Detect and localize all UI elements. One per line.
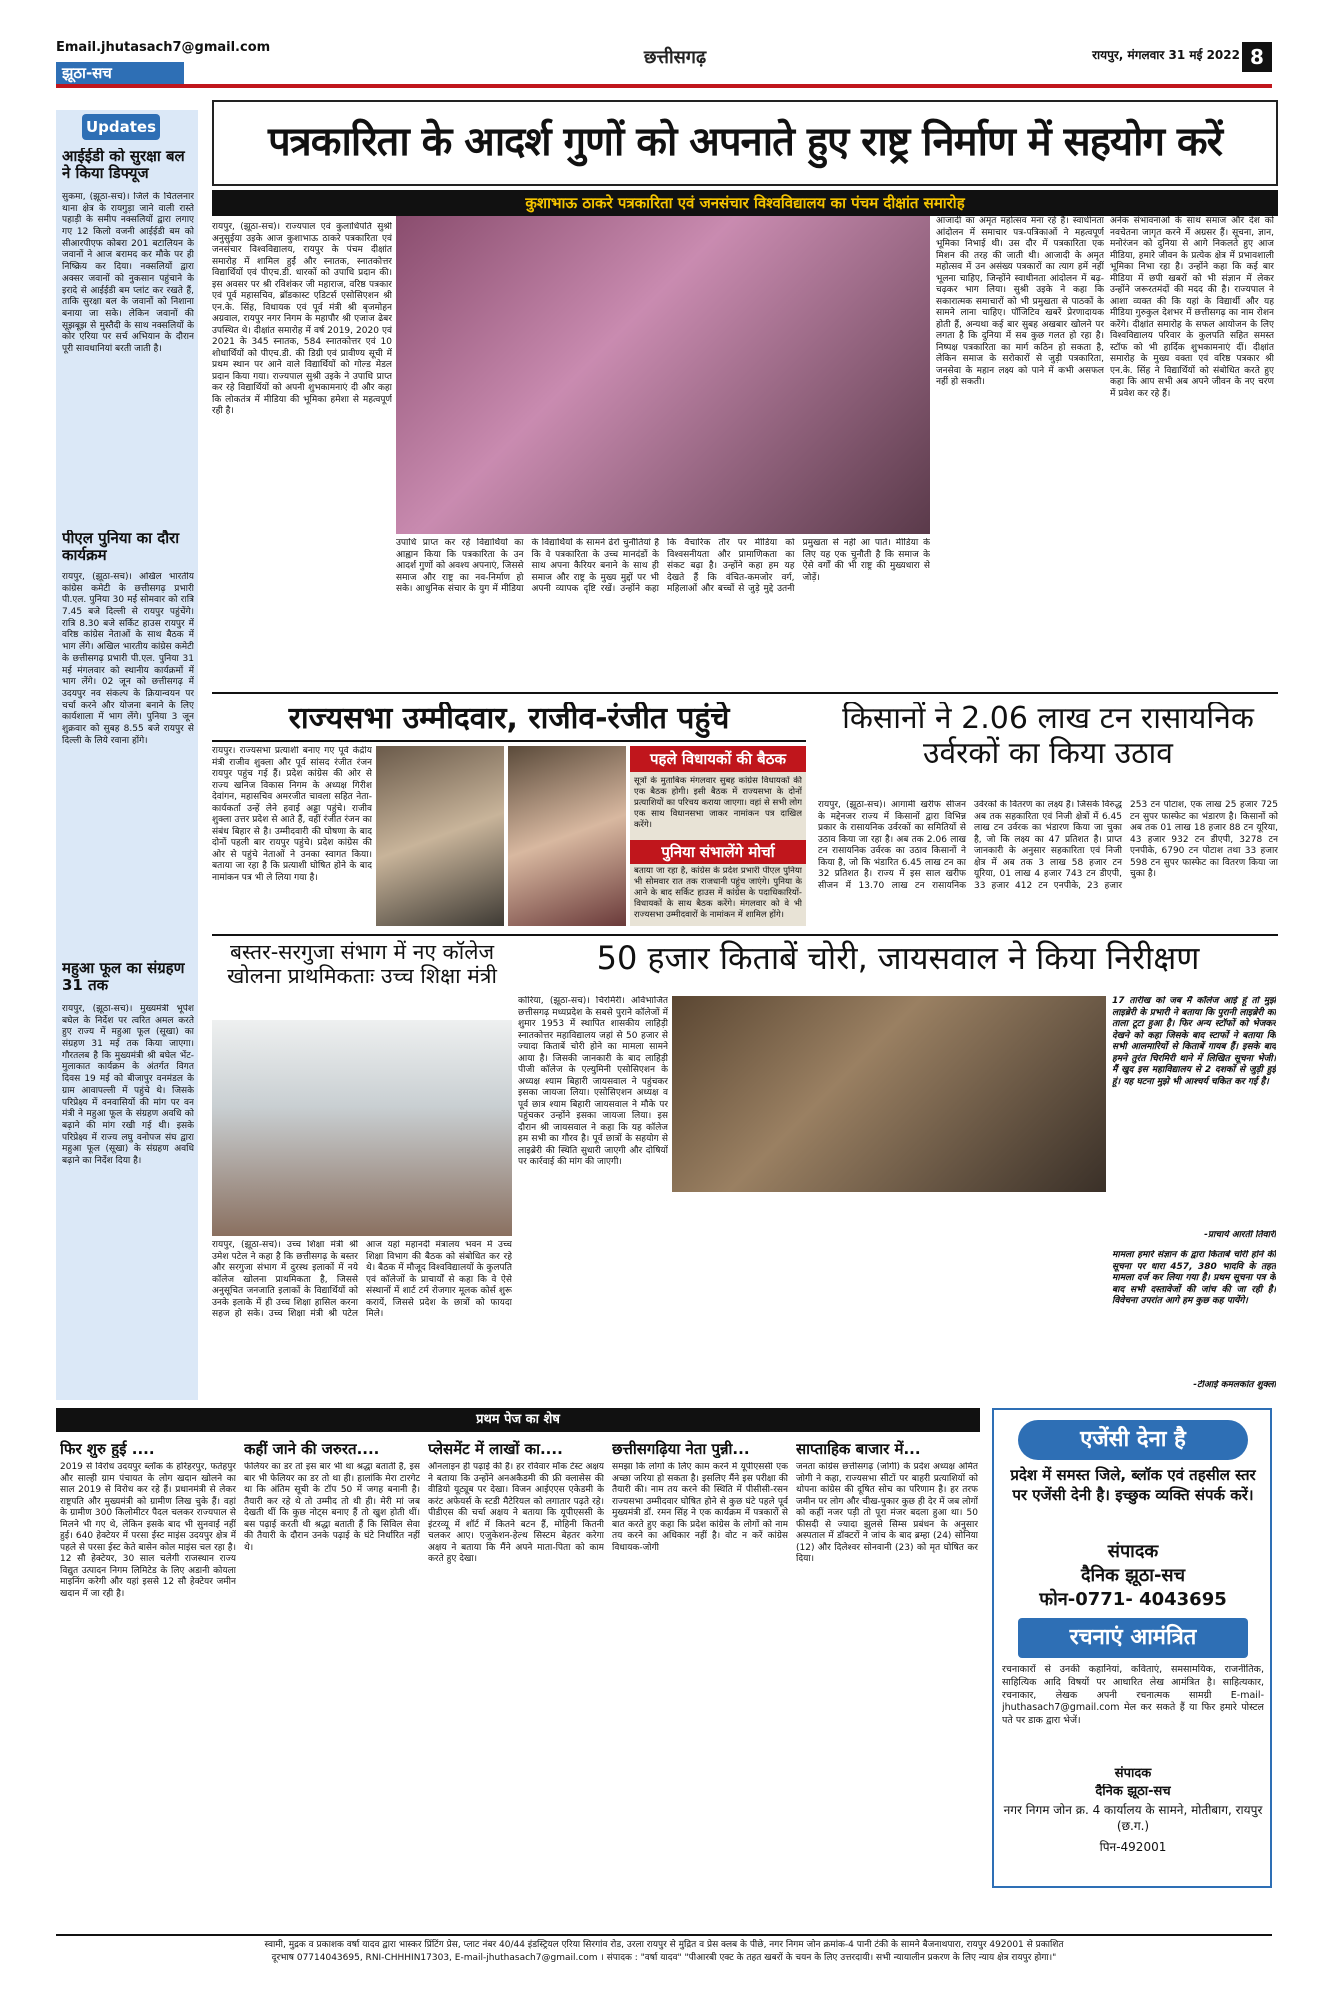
- issue-date: रायपुर, मंगलवार 31 मई 2022: [1092, 48, 1240, 62]
- continued-headline: छत्तीसगढ़िया नेता पुन्नी...: [612, 1440, 750, 1458]
- rajyasabha-story: रायपुर। राज्यसभा प्रत्याशी बनाए गए पूर्व केंद्रीय मंत्री राजीव शुक्ला और पूर्व सांसद रंजीत रंजन रायपुर पहुंच गई हैं। प्रदेश कांग्रेस की ओर से राज्य खनिज विकास निगम के अध्यक्ष गिरीश देवांगन, महासचिव अमरजीत चावला सहित नेता-कार्यकर्ता उन्हें लेने हवाई अड्डा पहुंचे। राजीव शुक्ला उत्तर प्रदेश से आते हैं, वहीं रंजीत रंजन का संबंध बिहार से है। उम्मीदवारी की घोषणा के बाद दोनों पहली बार रायपुर पहुंचे। प्रदेश कांग्रेस की ओर से पहुंचे नेताओं ने उनका स्वागत किया। बताया जा रहा है कि प्रत्याशी घोषित होने के बाद नामांकन पत्र भी ले लिया गया है।: [212, 746, 372, 883]
- quote-attribution: -टीआई कमलकांत शुक्ला: [1193, 1380, 1276, 1390]
- lead-column: आजादी का अमृत महोत्सव मना रहे हैं। स्वाधीनता आंदोलन में समाचार पत्र-पत्रिकाओं ने महत्वपूर्ण भूमिका निभाई थी। उस दौर में पत्रकारिता एक मिशन की तरह की जाती थी। आजादी के अमृत महोत्सव में उन असंख्य पत्रकारों का त्याग हमें नहीं भूलना चाहिए, जिन्होंने स्वाधीनता आंदोलन में बढ़-चढ़कर भाग लिया। सुश्री उइके ने कहा कि सकारात्मक समाचारों को भी प्रमुखता से पाठकों के सामने लाना चाहिए। पॉजिटिव खबरें प्रेरणादायक होती हैं, अन्यथा कई बार सुबह अखबार खोलने पर लगता है कि दुनिया में सब कुछ गलत हो रहा है। निष्पक्ष पत्रकारिता का मार्ग कठिन हो सकता है, लेकिन समाज के सरोकारों से जुड़ी पत्रकारिता, जनसेवा के महान लक्ष्य को पाने में कभी असफल नहीं हो सकती।: [936, 216, 1104, 388]
- header-email: Email.jhutasach7@gmail.com: [56, 40, 271, 55]
- section-title: छत्तीसगढ़: [643, 47, 707, 68]
- kisan-headline: किसानों ने 2.06 लाख टन रासायनिक उर्वरकों का किया उठाव: [842, 702, 1254, 771]
- imprint-footer: [56, 1934, 1272, 1974]
- quote-attribution: -प्राचार्य आरती तिवारी: [1204, 1230, 1276, 1240]
- section-rule: [212, 934, 1278, 936]
- principal-quote: 17 तारीख को जब मैं कॉलेज आई हूं तो मुझे लाइब्रेरी के प्रभारी ने बताया कि पुरानी लाइब्रेरी का ताला टूटा हुआ है। फिर अन्य स्टॉफों को भेजकर देखने को कहा जिसके बाद स्टाफों ने बताया कि सभी आलमारियों से किताबें गायब हैं। इसके बाद हमने तुरंत चिरमिरी थाने में लिखित सूचना भेजी। मैं खुद इस महाविद्यालय से 2 दशकों से जुड़ी हुई हूं। यह घटना मुझे भी आश्चर्य चकित कर गई है।: [1112, 996, 1276, 1087]
- section-rule: [212, 692, 1278, 694]
- continued-headline: प्लेसमेंट में लाखों का....: [428, 1440, 563, 1458]
- page-number: 8: [1242, 42, 1272, 72]
- header-rule: [56, 84, 1272, 88]
- lead-column: रायपुर, (झूठा-सच)। राज्यपाल एवं कुलाधिपति सुश्री अनुसुईया उइके आज कुशाभाऊ ठाकरे पत्रकारिता एवं जनसंचार विश्वविद्यालय, रायपुर के पंचम दीक्षांत समारोह में शामिल हुईं और स्नातक, स्नातकोत्तर विद्यार्थियों एवं पीएच.डी. धारकों को उपाधि प्रदान की। इस अवसर पर श्री रविशंकर जी महाराज, वरिष्ठ पत्रकार एवं पूर्व महासचिव, ब्रॉडकास्ट एडिटर्स एसोसिएशन श्री एन.के. सिंह, विधायक एवं पूर्व मंत्री श्री बृजमोहन अग्रवाल, रायपुर नगर निगम के महापौर श्री एजाज ढेबर उपस्थित थे। दीक्षांत समारोह में वर्ष 2019, 2020 एवं 2021 के 345 स्नातक, 584 स्नातकोत्तर एवं 10 शोधार्थियों को पीएच.डी. की डिग्री एवं प्रावीण्य सूची में प्रथम स्थान पर आने वाले विद्यार्थियों को गोल्ड मेडल प्रदान किया गया। राज्यपाल सुश्री उइके ने उपाधि प्राप्त कर रहे विद्यार्थियों को अपनी शुभकामनाएं दी और कहा कि लोकतंत्र में मीडिया की भूमिका हमेशा से महत्वपूर्ण रही है।: [212, 222, 392, 417]
- sidebar-story: रायपुर, (झूठा-सच)। मुख्यमंत्री भूपेश बघेल के निर्देश पर त्वरित अमल करते हुए राज्य में महुआ फूल (सूखा) का संग्रहण 31 मई तक किया जाएगा। गौरतलब है कि मुख्यमंत्री श्री बघेल भेंट-मुलाकात कार्यक्रम के अंतर्गत विगत दिवस 19 मई को बीजापुर वनमंडल के ग्राम आवापल्ली में पहुंचे थे। जिसके परिप्रेक्ष्य में वनवासियों की मांग पर वन मंत्री ने महुआ फूल के संग्रहण अवधि को बढ़ाने की मांग रखी गई थी। इसके परिप्रेक्ष्य में राज्य लघु वनोपज संघ द्वारा महुआ फूल (सूखा) के संग्रहण अवधि बढ़ाने का निर्देश दिया है।: [62, 1004, 194, 1166]
- box-story: बताया जा रहा है, कांग्रेस के प्रदेश प्रभारी पीएल पुनिया भी सोमवार रात तक राजधानी पहुंच जाएंगे। पुनिया के आने के बाद सर्किट हाउस में कांग्रेस के पदाधिकारियों-विधायकों के साथ बैठक करेंगे। मंगलवार को वे भी राज्यसभा उम्मीदवारों के नामांकन में शामिल होंगे।: [634, 866, 802, 920]
- lead-column: अनेक संभावनाओं के साथ समाज और देश को नवचेतना जागृत करने में अग्रसर हैं। सूचना, ज्ञान, मनोरंजन को दुनिया से आगे निकलते हुए आज मीडिया, हमारे जीवन के प्रत्येक क्षेत्र में प्रभावशाली भूमिका निभा रहा है। उन्होंने कहा कि कई बार मीडिया में छपी खबरों को भी संज्ञान में लेकर उन्होंने जरूरतमंदों की मदद की है। राज्यपाल ने आशा व्यक्त की कि यहां के विद्यार्थी और यह मीडिया गुरुकुल देशभर में छत्तीसगढ़ का नाम रोशन करेंगे। दीक्षांत समारोह के सफल आयोजन के लिए विश्वविद्यालय परिवार के कुलपति सहित समस्त स्टॉफ को भी हार्दिक शुभकामनाएं दीं। दीक्षांत समारोह के मुख्य वक्ता एवं वरिष्ठ पत्रकार श्री एन.के. सिंह ने विद्यार्थियों को संबोधित करते हुए कहा कि आप सभी अब अपने जीवन के नए चरण में प्रवेश कर रहे हैं।: [1110, 216, 1274, 399]
- addr-paper: दैनिक झूठा-सच: [1095, 1784, 1171, 1799]
- agency-pill: एजेंसी देना है: [1018, 1420, 1248, 1460]
- convocation-photo: [396, 216, 930, 534]
- continued-story: समझा कि लोगों के लिए काम करने में यूपीएससी एक अच्छा जरिया हो सकता है। इसलिए मैंने इस परीक्षा की तैयारी की। नाम तय करने की स्थिति में पीसीसी-रसन राज्यसभा उम्मीदवार घोषित होने से कुछ घंटे पहले पूर्व मुख्यमंत्री डॉ. रमन सिंह ने एक कार्यक्रम में पत्रकारों से बात करते हुए कहा कि प्रदेश कांग्रेस के लोगों को नाम तय करने का अधिकार नहीं है। वोट न करें कांग्रेस विधायक-जोगी: [612, 1462, 788, 1553]
- college-headline: बस्तर-सरगुजा संभाग में नए कॉलेज खोलना प्राथमिकताः उच्च शिक्षा मंत्री: [227, 940, 497, 989]
- sidebar-headline: पीएल पुनिया का दौरा कार्यक्रम: [62, 530, 180, 565]
- section-rule: [212, 740, 806, 742]
- kitab-story-continued: [672, 1196, 1106, 1396]
- contact-label: संपादक: [1107, 1541, 1159, 1562]
- college-story: रायपुर, (झूठा-सच)। उच्च शिक्षा मंत्री श्री उमेश पटेल ने कहा है कि छत्तीसगढ़ के बस्तर और सरगुजा संभाग में दुरस्थ इलाकों में नये कॉलेज खोलना प्राथमिकता है, जिससे अनुसूचित जनजाति इलाकों के विद्यार्थियों को उनके इलाके में ही उच्च शिक्षा हासिल करना सहज हो सके। उच्च शिक्षा मंत्री श्री पटेल आज यहां महानदी मंत्रालय भवन में उच्च शिक्षा विभाग की बैठक को संबोधित कर रहे थे। बैठक में मौजूद विश्वविद्यालयों के कुलपति एवं कॉलेजों के प्राचार्यों से कहा कि वे ऐसे संस्थानों में शार्ट टर्म रोजगार मूलक कोर्स शुरू करायें, जिससे प्रदेश के छात्रों को फायदा मिले।: [212, 1240, 512, 1320]
- ranjeet-ranjan-photo: [508, 746, 626, 926]
- imprint-line: दूरभाष 07714043695, RNI-CHHHIN17303, E-mail-jhuthasach7@gmail.com । संपादक : "वर्षा यादव" "पीआरबी एक्ट के तहत खबरों के चयन के लिए उत्तरदायी। सभी न्यायालीन प्रकरण के लिए न्याय क्षेत्र रायपुर होगा।": [271, 1952, 1057, 1963]
- box-story: सूत्रों के मुताबिक मंगलवार सुबह कांग्रेस विधायकों की एक बैठक होगी। इसी बैठक में राज्यसभा के दोनों प्रत्याशियों का परिचय कराया जाएगा। वहां से सभी लोग एक साथ विधानसभा जाकर नामांकन पत्र दाखिल करेंगे।: [634, 776, 802, 830]
- agency-text: प्रदेश में समस्त जिले, ब्लॉक एवं तहसील स्तर पर एजेंसी देनी है। इच्छुक व्यक्ति संपर्क करें।: [1010, 1466, 1256, 1504]
- rajiv-shukla-photo: [376, 746, 504, 926]
- continued-headline: फिर शुरु हुई ....: [60, 1440, 155, 1458]
- continued-story: 2019 से विरोध उदयपुर ब्लॉक के हरिहरपुर, फतेहपुर और साल्ही ग्राम पंचायत के लोग खदान खोलने का साल 2019 से विरोध कर रहे हैं। प्रधानमंत्री से लेकर राष्ट्रपति और मुख्यमंत्री को ग्रामीण लिख चुके हैं। वहां के ग्रामीण 300 किलोमीटर पैदल चलकर राज्यपाल से मिलने भी गए थे, लेकिन इसके बाद भी सुनवाई नहीं हुई। 640 हेक्टेयर में परसा ईस्ट माइंस उदयपुर क्षेत्र में पहले से परसा ईस्ट केते बासेन कोल माइंस चल रहा है। 12 सौ हेक्टेयर, 30 साल चलेगी राजस्थान राज्य विद्युत उत्पादन निगम लिमिटेड के लिए अडानी कोयला माइनिंग करेगी और यहां इससे 12 सौ हेक्टेयर जमीन खदान में जा रही है।: [60, 1462, 236, 1599]
- sidebar-headline: आईईडी को सुरक्षा बल ने किया डिफ्यूज: [62, 148, 185, 183]
- ti-quote: मामला हमारे संज्ञान के द्वारा किताबें चोरी होने की सूचना पर धारा 457, 380 भादवि के तहत मामला दर्ज कर लिया गया है। प्रथम सूचना पत्र के बाद सभी दस्तावेजों की जांच की जा रही है। विवेचना उपरांत आगे हम कुछ कह पायेंगे।: [1112, 1250, 1276, 1307]
- continued-headline: साप्ताहिक बाजार में...: [796, 1440, 921, 1458]
- box-headline: पुनिया संभालेंगे मोर्चा: [630, 840, 806, 864]
- education-meeting-photo: [212, 1020, 512, 1236]
- continued-band: प्रथम पेज का शेष: [56, 1408, 980, 1432]
- lead-column: उपाधि प्राप्त कर रहे विद्यार्थियों का आह्वान किया कि पत्रकारिता के उन आदर्श गुणों को अवश्य अपनाएं, जिससे समाज और राष्ट्र का नव-निर्माण हो सके। आधुनिक संचार के युग में मीडिया के विद्यार्थियों के सामने ढेरों चुनौतियां है कि वे पत्रकारिता के उच्च मानदंडों के साथ अपना कैरियर बनाने के साथ ही समाज और राष्ट्र के मुख्य मुद्दों पर भी अपनी व्यापक दृष्टि रखें। उन्होंने कहा कि वैचारिक तौर पर मीडिया को विश्वसनीयता और प्रामाणिकता का संकट बढ़ा है। उन्होंने कहा हम यह देखते हैं कि वंचित-कमजोर वर्ग, महिलाओं और बच्चों से जुड़े मुद्दे उतनी प्रमुखता से नहीं आ पाते। मीडिया के लिए यह एक चुनौती है कि समाज के ऐसे वर्गों की भी राष्ट्र की मुख्यधारा से जोड़ें।: [396, 538, 930, 595]
- kitab-story: कोरिया, (झूठा-सच)। चिरमिरी। अविभाजित छत्तीसगढ़ मध्यप्रदेश के सबसे पुराने कॉलेजों में शुमार 1953 में स्थापित शासकीय लाहिड़ी स्नातकोत्तर महाविद्यालय जहां से 50 हजार से ज्यादा किताबें चोरी होने का मामला सामने आया है। जिसकी जानकारी के बाद लाहिड़ी पीजी कॉलेज के एल्युमिनी एसोसिएशन के अध्यक्ष श्याम बिहारी जायसवाल ने पहुंचकर इसका जायजा लिया। एसोसिएशन अध्यक्ष व पूर्व छात्र श्याम बिहारी जायसवाल ने मौके पर पहुंचकर उन्होंने इसका जायजा लिया। इस दौरान श्री जायसवाल ने कहा कि यह कॉलेज हम सभी का गौरव है। पूर्व छात्रों के सहयोग से लाइब्रेरी की स्थिति सुधारी जाएगी और दोषियों पर कार्रवाई की मांग की जाएगी।: [518, 996, 668, 1168]
- rachnaye-text: रचनाकारों से उनकी कहानियां, कविताएं, समसामयिक, राजनीतिक, साहित्यिक आदि विषयों पर आधारित लेख आमंत्रित है। साहित्यकार, रचनाकार, लेखक अपनी रचनात्मक सामग्री E-mail-jhuthasach7@gmail.com मेल कर सकते हैं या फिर हमारे पोस्टल पते पर डाक द्वारा भेजें।: [1002, 1664, 1264, 1727]
- library-photo: [672, 996, 1106, 1192]
- continued-story: जनता कांग्रेस छत्तीसगढ़ (जोगी) के प्रदेश अध्यक्ष अमित जोगी ने कहा, राज्यसभा सीटों पर बाहरी प्रत्याशियों को थोपना कांग्रेस की दूषित सोच का परिणाम है। हर तरफ जमीन पर लोग और चीख-पुकार कुछ ही देर में जब लोगों को कहीं नजर पड़ी तो पूरा मंजर बदला हुआ था। 50 फीसदी से ज्यादा झुलसे सिम्स प्रबंधन के अनुसार अस्पताल में डॉक्टरों ने जांच के बाद ब्रम्हा (24) सोनिया (12) और दिलेश्वर सोनवानी (23) को मृत घोषित कर दिया।: [796, 1462, 978, 1565]
- imprint-line: स्वामी, मुद्रक व प्रकाशक वर्षा यादव द्वारा भास्कर प्रिंटिंग प्रेस, प्लाट नंबर 40/44 इंडस्ट्रियल एरिया सिरगांव रोड, उरला रायपुर से मुद्रित व प्रेस क्लब के पीछे, नगर निगम जोन क्रमांक-4 पानी टंकी के सामने बैजनाथपारा, रायपुर 492001 से प्रकाशित: [264, 1940, 1064, 1950]
- rachnaye-pill: रचनाएं आमंत्रित: [1018, 1618, 1248, 1658]
- kisan-story: रायपुर, (झूठा-सच)। आगामी खरीफ सीजन के मद्देनजर राज्य में किसानों द्वारा विभिन्न प्रकार के रासायनिक उर्वरकों का समितियों से उठाव किया जा रहा है। अब तक 2.06 लाख टन रासायनिक उर्वरक का उठाव किसानों ने किया है, जो कि भंडारित 6.45 लाख टन का 32 प्रतिशत है। राज्य में इस साल खरीफ सीजन में 13.70 लाख टन रासायनिक उर्वरकों के वितरण का लक्ष्य है। जिसके विरुद्ध अब तक सहकारिता एवं निजी क्षेत्रों में 6.45 लाख टन उर्वरक का भंडारण किया जा चुका है, जो कि लक्ष्य का 47 प्रतिशत है। प्राप्त जानकारी के अनुसार सहकारिता एवं निजी क्षेत्र में अब तक 3 लाख 58 हजार टन यूरिया, 01 लाख 4 हजार 743 टन डीएपी, 33 हजार 412 टन एनपीके, 23 हजार 253 टन पोटाश, एक लाख 25 हजार 725 टन सुपर फास्फेट का भंडारण है। किसानों को अब तक 01 लाख 18 हजार 88 टन यूरिया, 43 हजार 932 टन डीएपी, 3278 टन एनपीके, 6790 टन पोटाश तथा 33 हजार 598 टन सुपर फास्फेट का वितरण किया जा चुका है।: [818, 800, 1278, 891]
- continued-story: फेलियर का डर तो इस बार भी था श्रद्धा बताती हैं, इस बार भी फेलियर का डर तो था ही। हालांकि मेरा टारगेट था कि अंतिम सूची के टॉप 50 में जगह बनानी है। तैयारी कर रहे थे तो उम्मीद तो थी ही। मेरी मां जब देखती थीं कि कुछ नोट्स बनाए हैं तो खुश होती थीं। बस पढ़ाई करती थी श्रद्धा बताती हैं कि सिविल सेवा की तैयारी के दौरान उनके पढ़ाई के घंटे निर्धारित नहीं थे।: [244, 1462, 420, 1553]
- sidebar-headline: महुआ फूल का संग्रहण 31 तक: [62, 960, 185, 995]
- continued-headline: कहीं जाने की जरुरत....: [244, 1440, 380, 1458]
- rajyasabha-headline: राज्यसभा उम्मीदवार, राजीव-रंजीत पहुंचे: [288, 702, 730, 736]
- kitab-headline: 50 हजार किताबें चोरी, जायसवाल ने किया निरीक्षण: [596, 940, 1200, 977]
- lead-subheadline: कुशाभाऊ ठाकरे पत्रकारिता एवं जनसंचार विश्वविद्यालय का पंचम दीक्षांत समारोह: [212, 190, 1278, 216]
- sidebar-story: सुकमा, (झूठा-सच)। जिले के चिंतलनार थाना क्षेत्र के रायगुड़ा जाने वाली रास्ते पहाड़ी के समीप नक्सलियों द्वारा लगाए गए 12 किलो वजनी आईईडी बम को सीआरपीएफ कोबरा 201 बटालियन के जवानों ने आज बरामद कर मौके पर ही निष्क्रिय कर दिया। नक्सलियों द्वारा अक्सर जवानों को नुकसान पहुंचाने के इरादे से आईईडी बम प्लांट कर रखते हैं, ताकि सुरक्षा बल के जवानों को निशाना बनाया जा सके। लेकिन जवानों की सूझबूझ से मुस्तैदी के साथ नक्सलियों के कोर एरिया पर सर्च अभियान के दौरान पूरी सावधानियां बरती जाती है।: [62, 192, 194, 354]
- addr-label: संपादक: [1114, 1766, 1152, 1781]
- lead-headline: पत्रकारिता के आदर्श गुणों को अपनाते हुए राष्ट्र निर्माण में सहयोग करें: [212, 100, 1278, 186]
- sidebar-story: रायपुर, (झूठा-सच)। अखिल भारतीय कांग्रेस कमेटी के छत्तीसगढ़ प्रभारी पी.एल. पुनिया 30 मई सोमवार को रात्रि 7.45 बजे दिल्ली से रायपुर पहुंचेंगे। रात्रि 8.30 बजे सर्किट हाउस रायपुर में वरिष्ठ कांग्रेस नेताओं के साथ बैठक में भाग लेंगे। अखिल भारतीय कांग्रेस कमेटी के छत्तीसगढ़ प्रभारी पी.एल. पुनिया 31 मई मंगलवार को स्थानीय कार्यक्रमों में भाग लेंगे। 02 जून को छत्तीसगढ़ में उदयपुर नव संकल्प के क्रियान्वयन पर चर्चा करने और योजना बनाने के लिए कार्यशाला में भाग लेंगे। पुनिया 3 जून शुक्रवार को सुबह 8.55 बजे रायपुर से दिल्ली के लिये रवाना होंगे।: [62, 572, 194, 746]
- updates-badge: Updates: [82, 114, 160, 140]
- continued-story: ऑनलाइन ही पढ़ाई की है। हर रविवार मॉक टेस्ट अक्षय ने बताया कि उन्होंने अनअकैडमी की फ्री क्लासेस की वीडियो यूट्यूब पर देखा। विजन आईएएस एकेडमी के करंट अफेयर्स के स्टडी मैटेरियल को लगातार पढ़ते रहे। पीडीएस की चर्चा अक्षय ने बताया कि यूपीएससी के इंटरव्यू में शॉर्ट में कितने बटन हैं, मोहिनी कितनी चलकर आए। एजुकेशन-हेल्थ सिस्टम बेहतर करेगा अक्षय ने बताया कि मैंने अपने माता-पिता को काम करते हुए देखा।: [428, 1462, 604, 1565]
- pincode: पिन-492001: [1099, 1840, 1167, 1854]
- brand-logo: झूठा-सच: [56, 62, 184, 84]
- address: नगर निगम जोन क्र. 4 कार्यालय के सामने, मोतीबाग, रायपुर (छ.ग.): [1003, 1803, 1263, 1834]
- box-headline: पहले विधायकों की बैठक: [630, 746, 806, 772]
- phone-number: फोन-0771- 4043695: [1039, 1589, 1227, 1610]
- paper-name: दैनिक झूठा-सच: [1080, 1565, 1186, 1586]
